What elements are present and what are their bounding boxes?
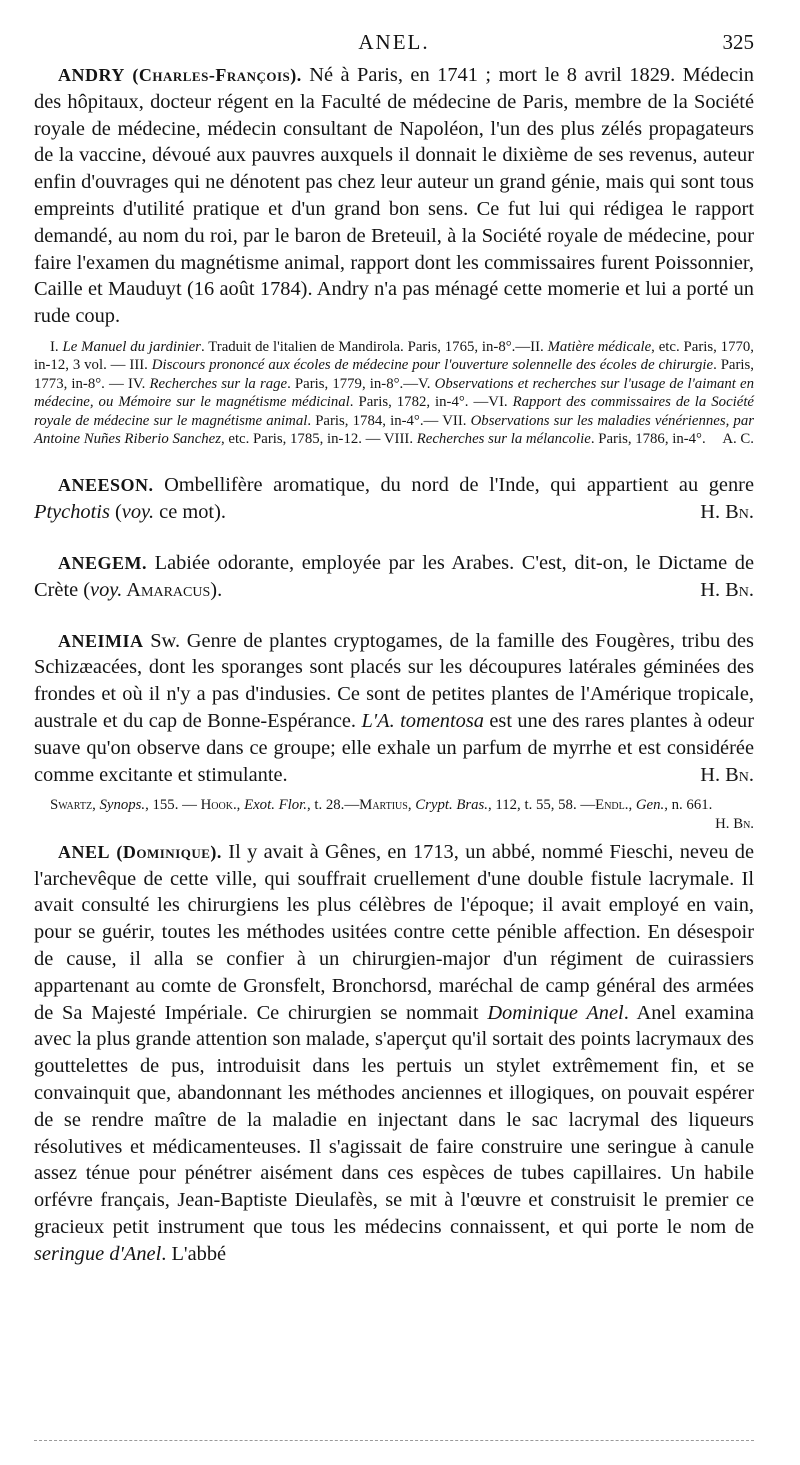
signature-aneimia-refs: H. Bn. [715, 815, 754, 832]
bib-title: Recherches sur la rage [149, 375, 288, 392]
signature-andry: A. C. [722, 431, 754, 447]
headword-anel: ANEL [58, 841, 111, 862]
ref-work: Crypt. Bras. [415, 797, 489, 814]
ref-details: , t. 28.— [306, 797, 360, 814]
entry-anel-text-end: . L'abbé [161, 1242, 227, 1265]
ref-author: Swartz [50, 797, 93, 814]
voy-abbrev: voy. [121, 501, 155, 524]
bib-number: II. [530, 338, 548, 355]
ref-author: Endl. [595, 797, 629, 814]
headword-andry: ANDRY [58, 65, 125, 85]
ref-work: Synops. [99, 797, 146, 814]
headword-aneeson: ANEESON. [58, 475, 154, 496]
entry-anel-text: Il y avait à Gênes, en 1713, un abbé, nommé Fieschi, neveu de l'archevêque de cette ville, qui souffrait cruellement d'une double fistule lacrymale. Il avait consulté les chirurgiens les plus célèbres de l'époque; il avait employé en vain, pour se guérir, toutes les méthodes usitées contre cette pénible affection. En désespoir de cause, il alla se confier à un chirurgien-major d'un régiment de cuirassiers appartenant au comte de Gronsfelt, Bronchorsd, maréchal de camp général des armées de Sa Majesté Impériale. Ce chirurgien se nommait [34, 840, 754, 1024]
entry-aneimia [34, 628, 754, 789]
page-number: 325 [722, 30, 754, 54]
ref-author: Martius [359, 797, 408, 814]
entry-anel [34, 839, 754, 1268]
bib-details: , etc. Paris, 1785, in-12. — [220, 431, 384, 447]
person-name: Dominique Anel [487, 1001, 624, 1024]
species-name: L'A. tomentosa [361, 709, 484, 732]
ref-details: , 112, t. 55, 58. — [488, 797, 596, 814]
ref-details: , n. 661. [664, 797, 713, 814]
aneimia-references [34, 796, 754, 832]
bib-number: VII. [442, 412, 471, 429]
bib-number: VI. [488, 394, 513, 411]
headword-aneimia: ANEIMIA [58, 630, 144, 651]
bib-title: Rapport des commissaires de la Société royale de médecine sur le magnétisme animal [34, 394, 754, 429]
ref-close: ce mot). [154, 501, 226, 524]
ref-sep: , [236, 797, 245, 814]
headword-anegem: ANEGEM. [58, 553, 147, 573]
ref-details: , 155. — [145, 797, 201, 814]
bib-details: . Paris, 1779, in-8°.— [287, 375, 419, 392]
instrument-name: seringue d'Anel [34, 1242, 162, 1265]
ref-author: Hook. [200, 797, 237, 814]
bib-title: Discours prononcé aux écoles de médecine pour l'ouverture solennelle des écoles de chirurgie [151, 357, 714, 374]
bib-details: , etc. Paris, 1770, in-12, 3 vol. — [34, 338, 754, 374]
bib-details: . Paris, 1786, in-4°. [590, 431, 706, 447]
main-column [34, 62, 754, 1268]
bib-title: Le Manuel du jardinier [62, 338, 201, 355]
ref-work: Exot. Flor. [244, 797, 307, 814]
signature-aneeson: H. Bn. [700, 501, 754, 524]
bib-details: . Paris, 1784, in-4°.— [307, 412, 443, 429]
bib-number: IV. [127, 375, 150, 392]
running-header [34, 30, 754, 58]
bib-details: . Paris, 1782, in-4°. — [349, 394, 489, 411]
cross-reference: Amaracus [122, 578, 211, 601]
signature-aneimia: H. Bn. [700, 763, 754, 786]
entry-aneimia-text: Genre de plantes cryptogames, de la famille des Fougères, tribu des Schizæacées, dont les sporanges sont placés sur les découpures latérales géminées des frondes et où il n'y a pas d'indusies. Ce sont de petites plantes de l'Amérique tropicale, australe et du cap de Bonne-Espérance. [34, 629, 754, 732]
bottom-rule [34, 1440, 754, 1441]
bib-title: Matière médicale [547, 338, 652, 355]
entry-aneimia-text-cont: est une des rares plantes à odeur suave qu'on observe dans ce groupe; elle exhale un parfum de myrrhe et est considérée comme excitante et stimulante. [34, 709, 754, 786]
bib-number: I. [50, 338, 63, 355]
ref-work: Gen. [635, 797, 665, 814]
bib-title: Observations sur les maladies vénériennes, par Antoine Nuñes Riberio Sanchez [34, 412, 754, 447]
genus-name: Ptychotis [34, 501, 110, 524]
entry-aneeson [34, 472, 754, 526]
bib-number: V. [418, 375, 435, 392]
bib-number: VIII. [383, 431, 417, 447]
given-name-andry: (Charles-François). [132, 65, 302, 85]
entry-anegem-text: Labiée odorante, employée par les Arabes. C'est, dit-on, le Dictame de Crète ( [34, 552, 754, 601]
bib-details: . Traduit de l'italien de Mandirola. Paris, 1765, in-8°.— [200, 338, 531, 355]
bib-title: Recherches sur la mélancolie [416, 431, 591, 447]
author-abbrev: Sw. [150, 629, 181, 652]
ref-sep: , [407, 797, 416, 814]
andry-bibliography [34, 338, 754, 448]
entry-anel-text-cont: . Anel examina avec la plus grande attention son malade, s'aperçut qu'il sortait des points lacrymaux des gouttelettes de pus, introduisit dans les pertuis un stylet extrêmement fin, et se convainquit que, abandonnant les méthodes anciennes et illogiques, on pouvait espérer de se rendre maître de la maladie en injectant dans le sac lacrymal des liqueurs résolutives et médicamenteuses. Il s'agissait de faire construire une seringue à canule assez ténue pour pénétrer aisément dans ces espèces de tubes capillaires. Un habile orfévre français, Jean-Baptiste Dieulafès, se mit à l'œuvre et construisit le premier ce gracieux petit instrument que tous les médecins connaissent, et qui porte le nom de [34, 1001, 754, 1238]
running-title: ANEL. [358, 30, 430, 54]
bib-title: Observations et recherches sur l'usage de l'aimant en médecine, ou Mémoire sur le magnétisme médicinal [34, 375, 755, 411]
ref-sep: , [628, 797, 636, 814]
entry-aneeson-text: Ombellifère aromatique, du nord de l'Inde, qui appartient au genre [164, 474, 754, 497]
signature-anegem: H. Bn. [700, 578, 754, 601]
voy-abbrev: voy. [90, 578, 123, 601]
entry-anegem [34, 550, 754, 604]
entry-andry-text: Né à Paris, en 1741 ; mort le 8 avril 1829. Médecin des hôpitaux, docteur régent en la Faculté de médecine de Paris, membre de la Société royale de médecine, médecin consultant de Napoléon, l'un des plus zélés propagateurs de la vaccine, dévoué aux pauvres auxquels il donnait le dixième de ses revenus, auteur enfin d'ouvrages qui ne dénotent pas chez leur auteur un grand génie, mais qui sont tous empreints d'utilité pratique et d'un grand bon sens. Ce fut lui qui rédigea le rapport demandé, au nom du roi, par le baron de Breteuil, à la Société royale de médecine, pour faire l'examen du magnétisme animal, rapport dont les commissaires furent Poissonnier, Caille et Mauduyt (16 août 1784). Andry n'a pas ménagé cette momerie et lui a porté un rude coup. [34, 64, 754, 328]
ref-close: ). [210, 578, 223, 601]
bib-number: III. [129, 357, 152, 374]
bib-details: . Paris, 1773, in-8°. — [34, 357, 754, 392]
given-name-anel: (Dominique). [116, 841, 222, 862]
ref-open: ( [109, 501, 122, 524]
entry-andry [34, 62, 754, 330]
ref-sep: , [92, 797, 100, 814]
